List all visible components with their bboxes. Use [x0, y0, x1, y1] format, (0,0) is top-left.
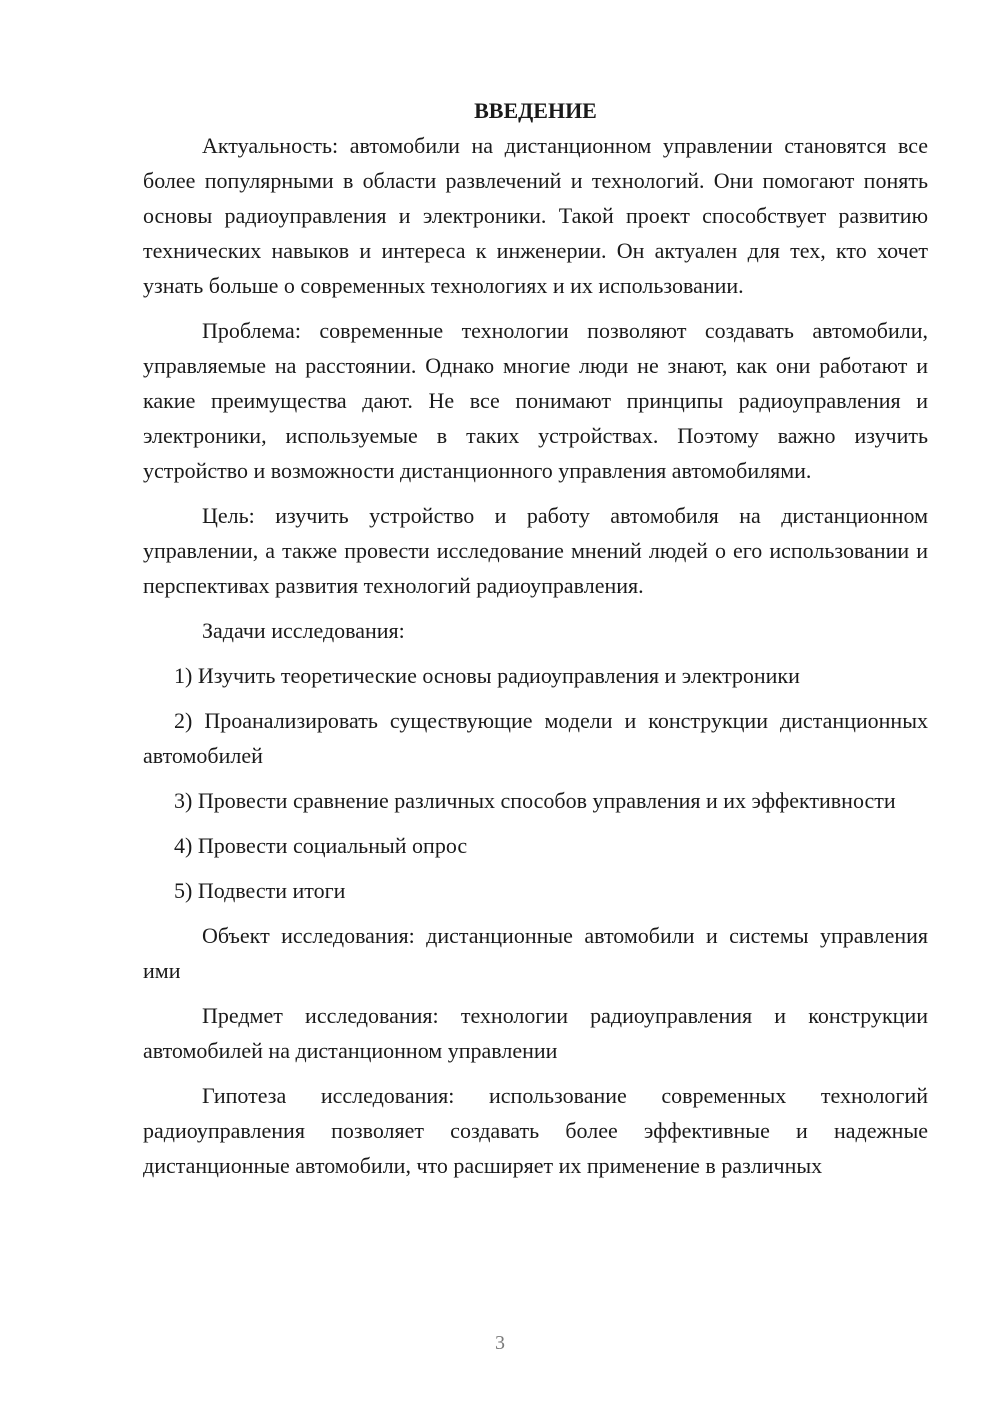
paragraph-goal: Цель: изучить устройство и работу автомобиля на дистанционном управлении, а также провести исследование мнений людей о его использовании и перспективах развития технологий радиоуправления.	[143, 503, 928, 598]
paragraph-problem: Проблема: современные технологии позволяют создавать автомобили, управляемые на расстоянии. Однако многие люди не знают, как они работают и какие преимущества дают. Не все понимают принципы радиоуправления и электроники, используемые в таких устройствах. Поэтому важно изучить устройство и возможности дистанционного управления автомобилями.	[143, 318, 928, 483]
task-item: 1) Изучить теоретические основы радиоуправления и электроники	[174, 663, 800, 688]
paragraph-tasks-heading: Задачи исследования:	[202, 618, 405, 643]
task-item: 3) Провести сравнение различных способов управления и их эффективности	[174, 788, 896, 813]
task-item: 5) Подвести итоги	[174, 878, 346, 903]
task-item: 2) Проанализировать существующие модели и конструкции дистанционных автомобилей	[143, 708, 928, 768]
page-content	[143, 93, 928, 1183]
page-number: 3	[495, 1332, 505, 1354]
paragraph-relevance: Актуальность: автомобили на дистанционном управлении становятся все более популярными в области развлечений и технологий. Они помогают понять основы радиоуправления и электроники. Такой проект способствует развитию технических навыков и интереса к инженерии. Он актуален для тех, кто хочет узнать больше о современных технологиях и их использовании.	[143, 133, 928, 298]
task-item: 4) Провести социальный опрос	[174, 833, 468, 858]
page-heading: ВВЕДЕНИЕ	[474, 98, 597, 123]
paragraph-subject: Предмет исследования: технологии радиоуправления и конструкции автомобилей на дистанционном управлении	[143, 1003, 928, 1063]
paragraph-object: Объект исследования: дистанционные автомобили и системы управления ими	[143, 923, 928, 983]
paragraph-hypothesis: Гипотеза исследования: использование современных технологий радиоуправления позволяет создавать более эффективные и надежные дистанционные автомобили, что расширяет их применение в различных	[143, 1083, 928, 1178]
